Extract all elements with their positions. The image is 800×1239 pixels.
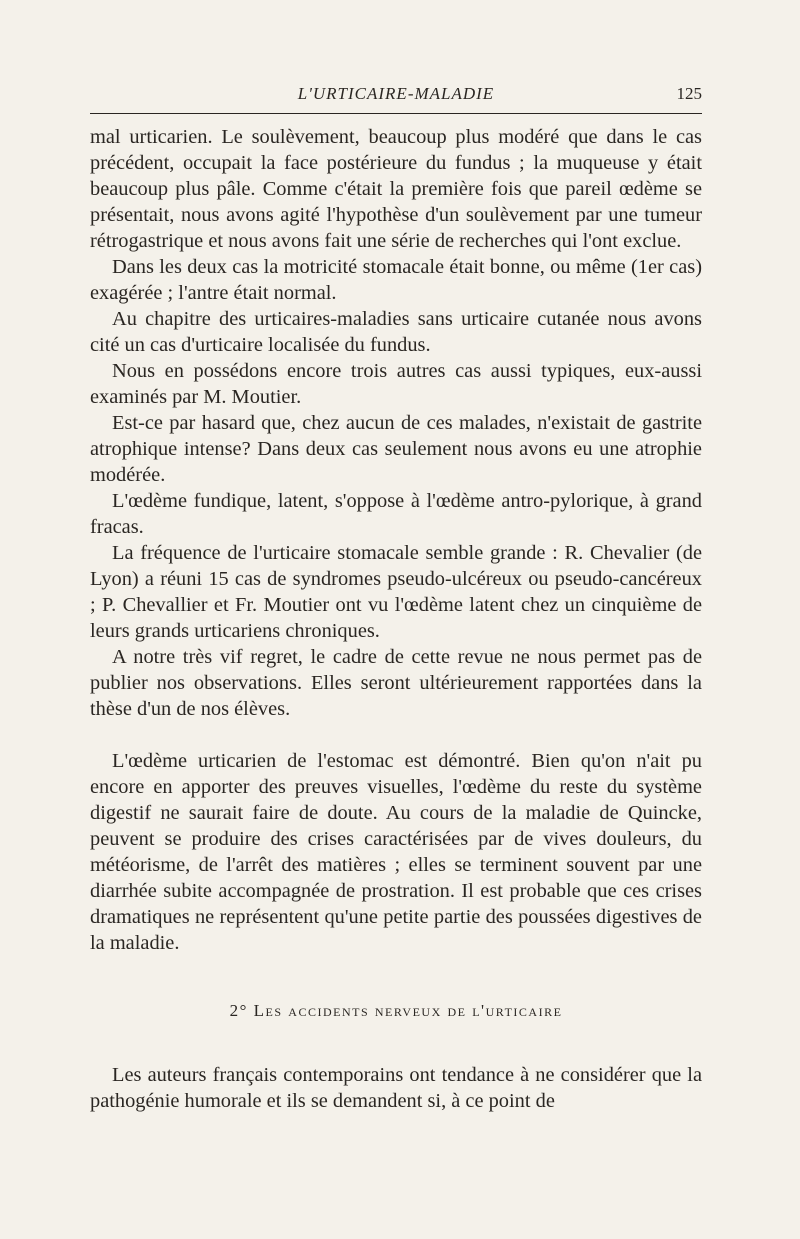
paragraph: Dans les deux cas la motricité stomacale était bonne, ou même (1er cas) exagérée ; l'antre était normal.	[90, 256, 702, 304]
section-heading: 2° Les accidents nerveux de l'urticaire	[229, 1001, 563, 1020]
paragraph: L'œdème urticarien de l'estomac est démontré. Bien qu'on n'ait pu encore en apporter des preuves visuelles, l'œdème du reste du système digestif ne saurait faire de doute. Au cours de la maladie de Quincke, peuvent se produire des crises caractérisées par de vives douleurs, du météorisme, de l'arrêt des matières ; elles se terminent souvent par une diarrhée subite accompagnée de prostration. Il est probable que ces crises dramatiques ne représentent qu'une petite partie des poussées digestives de la maladie.	[90, 750, 702, 954]
page-header	[90, 84, 702, 112]
paragraph: A notre très vif regret, le cadre de cette revue ne nous permet pas de publier nos observations. Elles seront ultérieurement rapportées dans la thèse d'un de nos élèves.	[90, 646, 702, 720]
paragraph: Au chapitre des urticaires-maladies sans urticaire cutanée nous avons cité un cas d'urticaire localisée du fundus.	[90, 308, 702, 356]
paragraph: Nous en possédons encore trois autres cas aussi typiques, eux-aussi examinés par M. Moutier.	[90, 360, 702, 408]
paragraph: mal urticarien. Le soulèvement, beaucoup plus modéré que dans le cas précédent, occupait la face postérieure du fundus ; la muqueuse y était beaucoup plus pâle. Comme c'était la première fois que pareil œdème se présentait, nous avons agité l'hypothèse d'un soulèvement par une tumeur rétrogastrique et nous avons fait une série de recherches qui l'ont exclue.	[90, 126, 702, 252]
body-text	[90, 124, 702, 1114]
paragraph: La fréquence de l'urticaire stomacale semble grande : R. Chevalier (de Lyon) a réuni 15 cas de syndromes pseudo-ulcéreux ou pseudo-cancéreux ; P. Chevallier et Fr. Moutier ont vu l'œdème latent chez un cinquième de leurs grands urticariens chroniques.	[90, 542, 702, 642]
running-head: L'URTICAIRE-MALADIE	[297, 84, 495, 103]
header-rule	[90, 113, 702, 114]
page-number: 125	[676, 84, 702, 103]
paragraph: Les auteurs français contemporains ont tendance à ne considérer que la pathogénie humorale et ils se demandent si, à ce point de	[90, 1064, 702, 1112]
paragraph: Est-ce par hasard que, chez aucun de ces malades, n'existait de gastrite atrophique intense? Dans deux cas seulement nous avons eu une atrophie modérée.	[90, 412, 702, 486]
paragraph-italic-phrases: L'œdème fundique, latent, s'oppose à l'œdème antro-pylorique, à grand fracas.	[90, 490, 702, 538]
